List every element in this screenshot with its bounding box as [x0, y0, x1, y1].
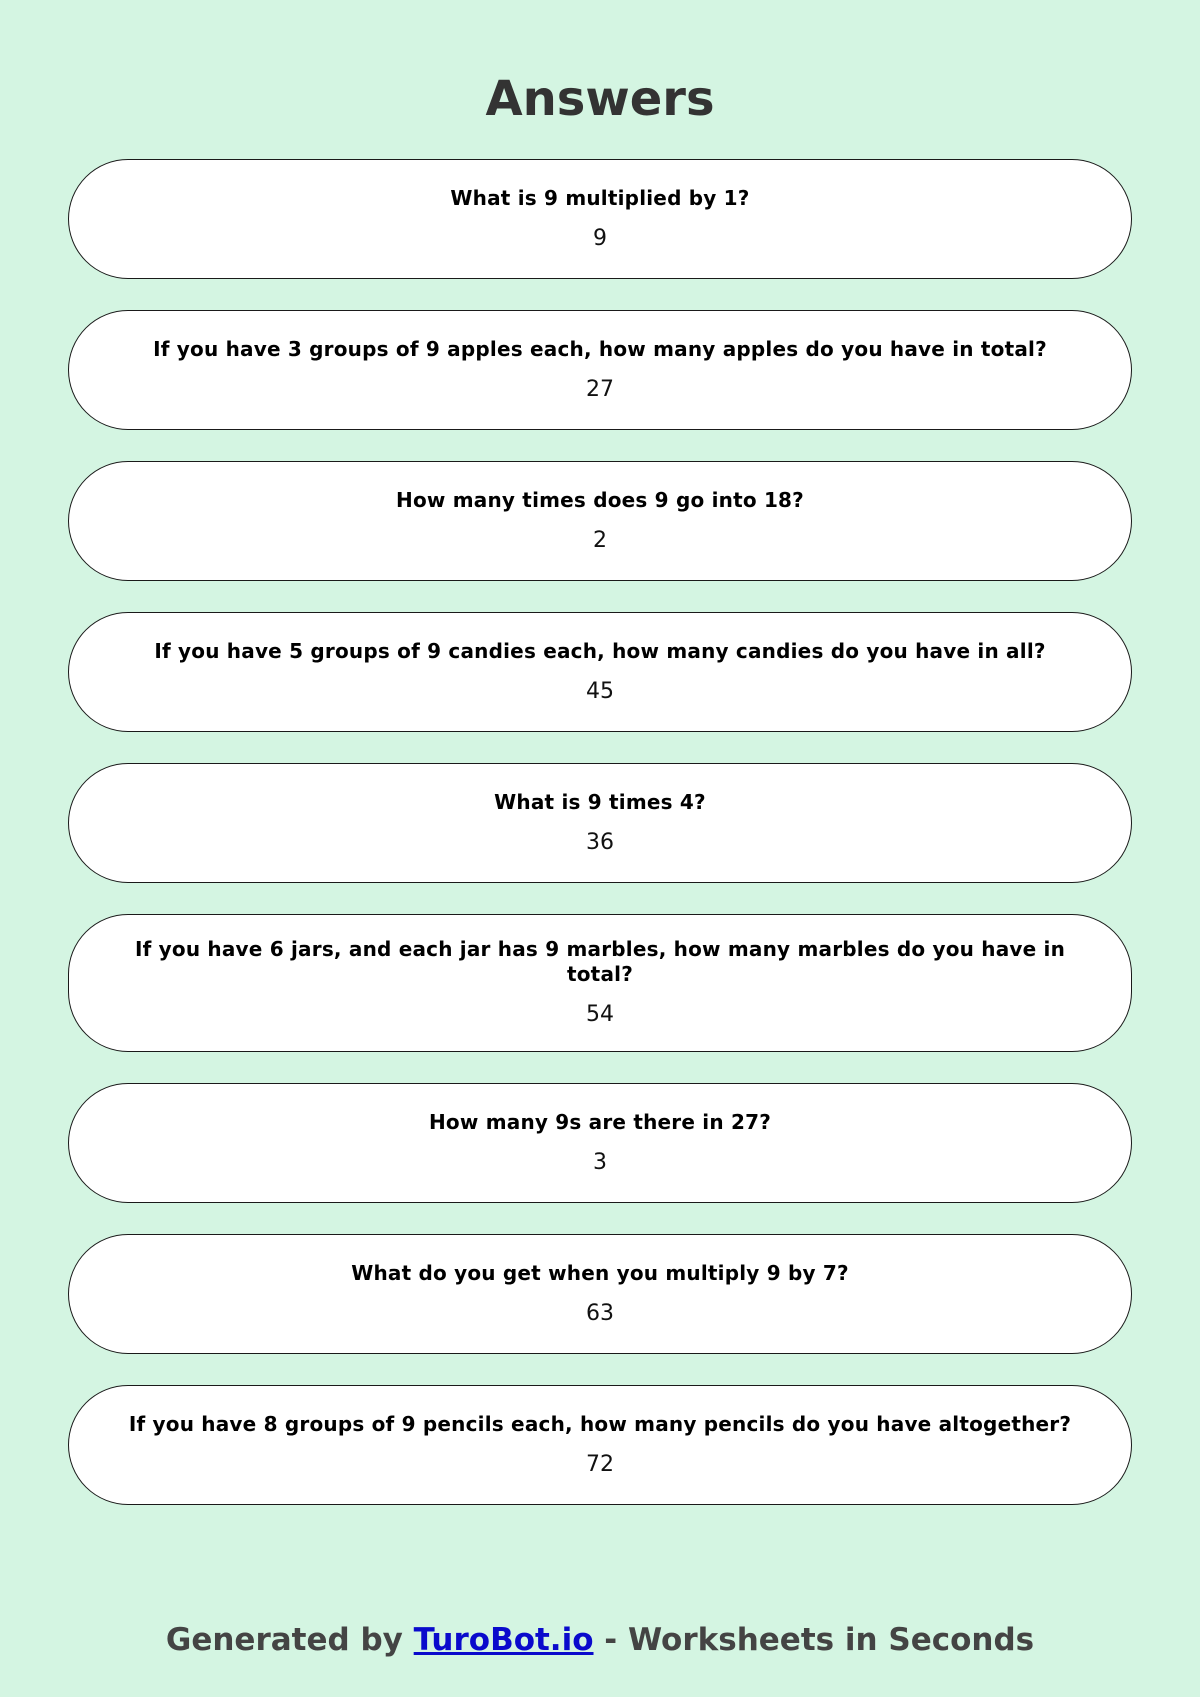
answer-text: 72: [586, 1451, 614, 1477]
answer-card: [68, 159, 1132, 279]
footer: [0, 1618, 1200, 1662]
question-text: What do you get when you multiply 9 by 7?: [351, 1260, 849, 1285]
answer-text: 27: [586, 376, 614, 402]
answer-card: [68, 461, 1132, 581]
answer-text: 2: [593, 527, 607, 553]
answer-card: [68, 1083, 1132, 1203]
answer-text: 63: [586, 1300, 614, 1326]
answer-text: 3: [593, 1149, 607, 1175]
answer-card: [68, 310, 1132, 430]
answer-list: [68, 159, 1132, 1536]
answer-card: [68, 612, 1132, 732]
question-text: If you have 8 groups of 9 pencils each, how many pencils do you have altogether?: [128, 1411, 1072, 1436]
footer-prefix: Generated by: [165, 1622, 414, 1658]
answer-card: [68, 914, 1132, 1052]
question-text: If you have 3 groups of 9 apples each, how many apples do you have in total?: [153, 336, 1047, 361]
answer-card: [68, 1385, 1132, 1505]
page-title: Answers: [485, 71, 715, 127]
answer-card: [68, 763, 1132, 883]
question-text: How many times does 9 go into 18?: [396, 487, 804, 512]
question-text: How many 9s are there in 27?: [428, 1109, 771, 1134]
answer-text: 9: [593, 225, 607, 251]
answer-card: [68, 1234, 1132, 1354]
question-text: What is 9 times 4?: [494, 789, 706, 814]
question-text: If you have 5 groups of 9 candies each, how many candies do you have in all?: [154, 638, 1046, 663]
question-text: If you have 6 jars, and each jar has 9 marbles, how many marbles do you have in total?: [134, 937, 1066, 986]
answer-text: 36: [586, 829, 614, 855]
answer-text: 45: [586, 678, 614, 704]
turobot-link[interactable]: TuroBot.io: [413, 1622, 594, 1658]
answer-text: 54: [586, 1002, 614, 1027]
question-text: What is 9 multiplied by 1?: [450, 185, 750, 210]
footer-suffix: - Worksheets in Seconds: [593, 1622, 1035, 1658]
